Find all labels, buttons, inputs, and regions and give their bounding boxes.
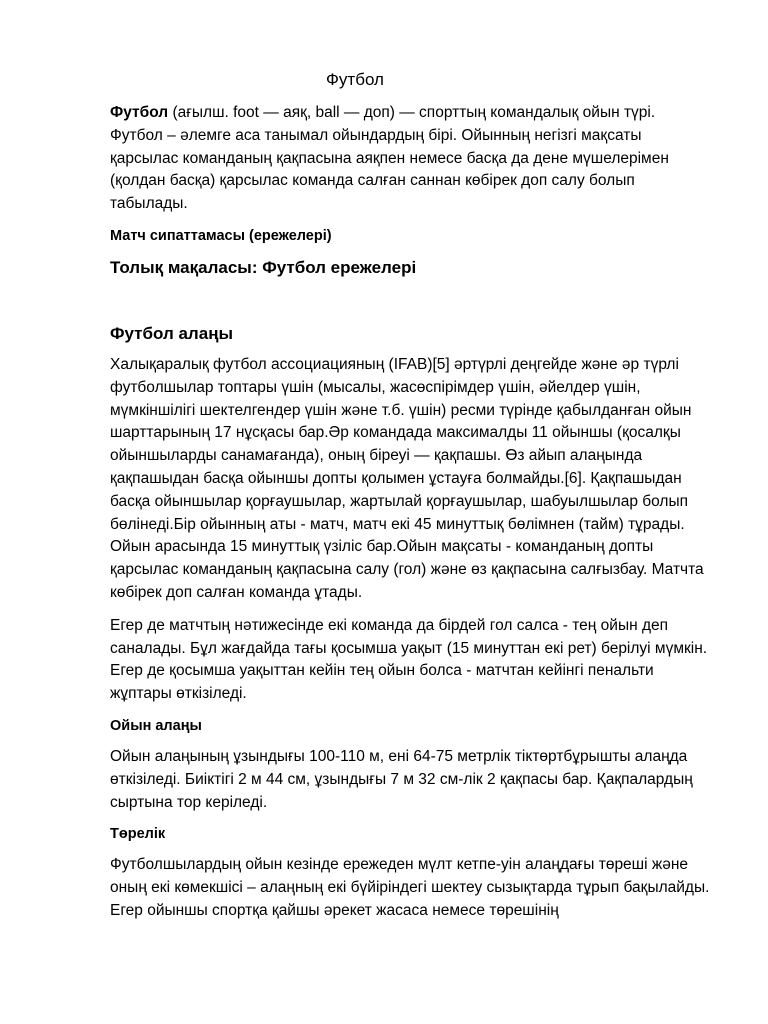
- referee-heading: Төрелік: [110, 826, 166, 843]
- field-paragraph-2: Егер де матчтың нәтижесінде екі команда да бірдей гол салса - тең ойын деп саналады. Бұл жағдайда тағы қосымша уақыт (15 минуттан екі рет) берілуі мүмкін. Егер де қосымша уақыттан кейін тең ойын болса - матчтан кейінгі пенальти жұптары өткізіледі.: [110, 616, 708, 703]
- pitch-heading: Ойын алаңы: [110, 717, 202, 734]
- full-article-heading: Толық мақаласы: Футбол ережелері: [110, 257, 417, 277]
- pitch-paragraph: Ойын алаңының ұзындығы 100-110 м, ені 64-75 метрлік тіктөртбұрышты алаңда өткізіледі. Биіктігі 2 м 44 см, ұзындығы 7 м 32 см-лік 2 қақпасы бар. Қақпалардың сыртына тор керіледі.: [110, 747, 693, 811]
- intro-lead-term: Футбол: [110, 104, 169, 121]
- document-title: Футбол: [326, 70, 384, 89]
- intro-paragraph: [110, 102, 710, 216]
- intro-text: (ағылш. foot — аяқ, ball — доп) — спорттың командалық ойын түрі. Футбол – әлемге аса танымал ойындардың бірі. Ойынның негізгі мақсаты қарсылас команданың қақпасына аяқпен немесе басқа да дене мүшелерімен (қолдан басқа) қарсылас команда салған саннан көбірек доп салу болып табылады.: [110, 104, 669, 213]
- match-rules-heading: Матч сипаттамасы (ережелері): [110, 227, 332, 244]
- referee-paragraph: Футболшылардың ойын кезінде ережеден мүлт кетпе-уін алаңдағы төреші және оның екі көмекшісі – алаңның екі бүйіріндегі шектеу сызықтарда тұрып бақылайды. Егер ойыншы спортқа қайшы әрекет жасаса немесе төрешінің: [110, 856, 710, 919]
- football-field-heading: Футбол алаңы: [110, 323, 233, 343]
- field-paragraph-1: Халықаралық футбол ассоциацияның (IFAB)[5] әртүрлі деңгейде және әр түрлі футболшылар топтары үшін (мысалы, жасөспірімдер үшін, әйелдер үшін, мүмкіншілігі шектелгендер үшін және т.б. үшін) ресми түрінде қабылданған ойын шарттарының 17 нұсқасы бар.Әр командада максималды 11 ойыншы (қосалқы ойыншыларды санамағанда), оның біреуі — қақпашы. Өз айып алаңында қақпашыдан басқа ойыншы допты қолымен ұстауға болмайды.[6]. Қақпашыдан басқа ойыншылар қорғаушылар, жартылай қорғаушылар, шабуылшылар болып бөлінеді.Бір ойынның аты - матч, матч екі 45 минуттық бөлімнен (тайм) тұрады. Ойын арасында 15 минуттық үзіліс бар.Ойын мақсаты - команданың допты қарсылас команданың қақпасына салу (гол) және өз қақпасына салғызбау. Матчта көбірек доп салған команда ұтады.: [110, 355, 704, 601]
- document-page: [110, 68, 710, 933]
